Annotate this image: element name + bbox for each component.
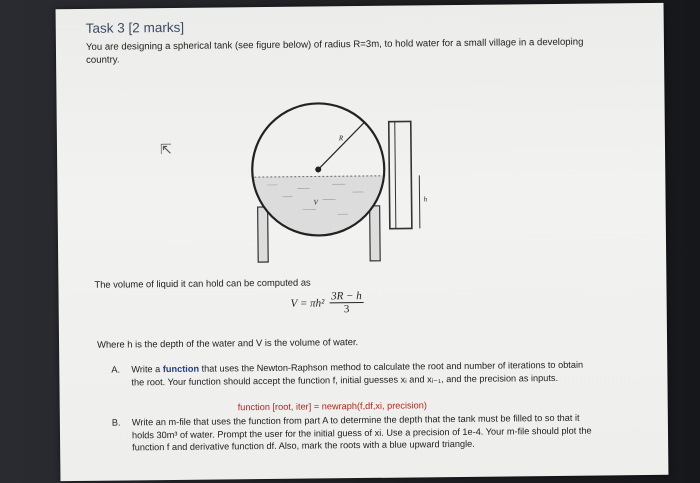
item-a-keyword: function bbox=[162, 363, 200, 375]
item-a-pre: Write a bbox=[131, 364, 163, 375]
tank-side-frame bbox=[389, 121, 412, 228]
volume-formula bbox=[291, 290, 364, 316]
volume-sentence: The volume of liquid it can hold can be computed as bbox=[94, 276, 311, 290]
tank-right-leg bbox=[370, 206, 381, 261]
item-a-post: that uses the Newton-Raphson method to calculate the root and number of iterations to obtain the root. Your function should accept the function f, initial guesses xᵢ and xᵢ₋₁, and the precision as inputs. bbox=[131, 359, 584, 387]
radius-line bbox=[318, 122, 365, 169]
function-signature: function [root, iter] = newraph(f,df,xi, precision) bbox=[237, 400, 427, 413]
spherical-tank-figure bbox=[236, 83, 438, 270]
volume-label: V bbox=[313, 198, 318, 207]
mouse-cursor-icon: ⇱ bbox=[159, 140, 172, 158]
height-label: h bbox=[423, 195, 428, 204]
item-b-text: Write an m-file that uses the function from part A to determine the depth that the tank must be filled to so that it holds 30m³ of water. Prompt the user for the initial guess of xi. Use a precision of 1e-4. Your m-file should plot the function f and derivative function df. Also, mark the roots with a blue upward triangle. bbox=[131, 412, 592, 453]
list-item-b bbox=[112, 412, 592, 455]
intro-text: You are designing a spherical tank (see figure below) of radius R=3m, to hold water for a small village in a developing country. bbox=[85, 36, 584, 66]
formula-lhs: V = πh² bbox=[290, 296, 325, 310]
item-b-marker: B. bbox=[111, 417, 121, 428]
formula-fraction bbox=[329, 290, 364, 315]
where-sentence: Where h is the depth of the water and V is the volume of water. bbox=[96, 336, 359, 350]
height-marker bbox=[419, 175, 420, 228]
task-title: Task 3 [2 marks] bbox=[85, 19, 185, 36]
list-item-a bbox=[111, 359, 591, 389]
formula-numerator: 3R − h bbox=[329, 290, 364, 303]
item-a-marker: A. bbox=[111, 364, 121, 375]
tank-left-leg bbox=[258, 207, 269, 262]
document-page bbox=[56, 3, 669, 481]
formula-denominator: 3 bbox=[343, 303, 350, 316]
radius-label: R bbox=[338, 134, 344, 143]
